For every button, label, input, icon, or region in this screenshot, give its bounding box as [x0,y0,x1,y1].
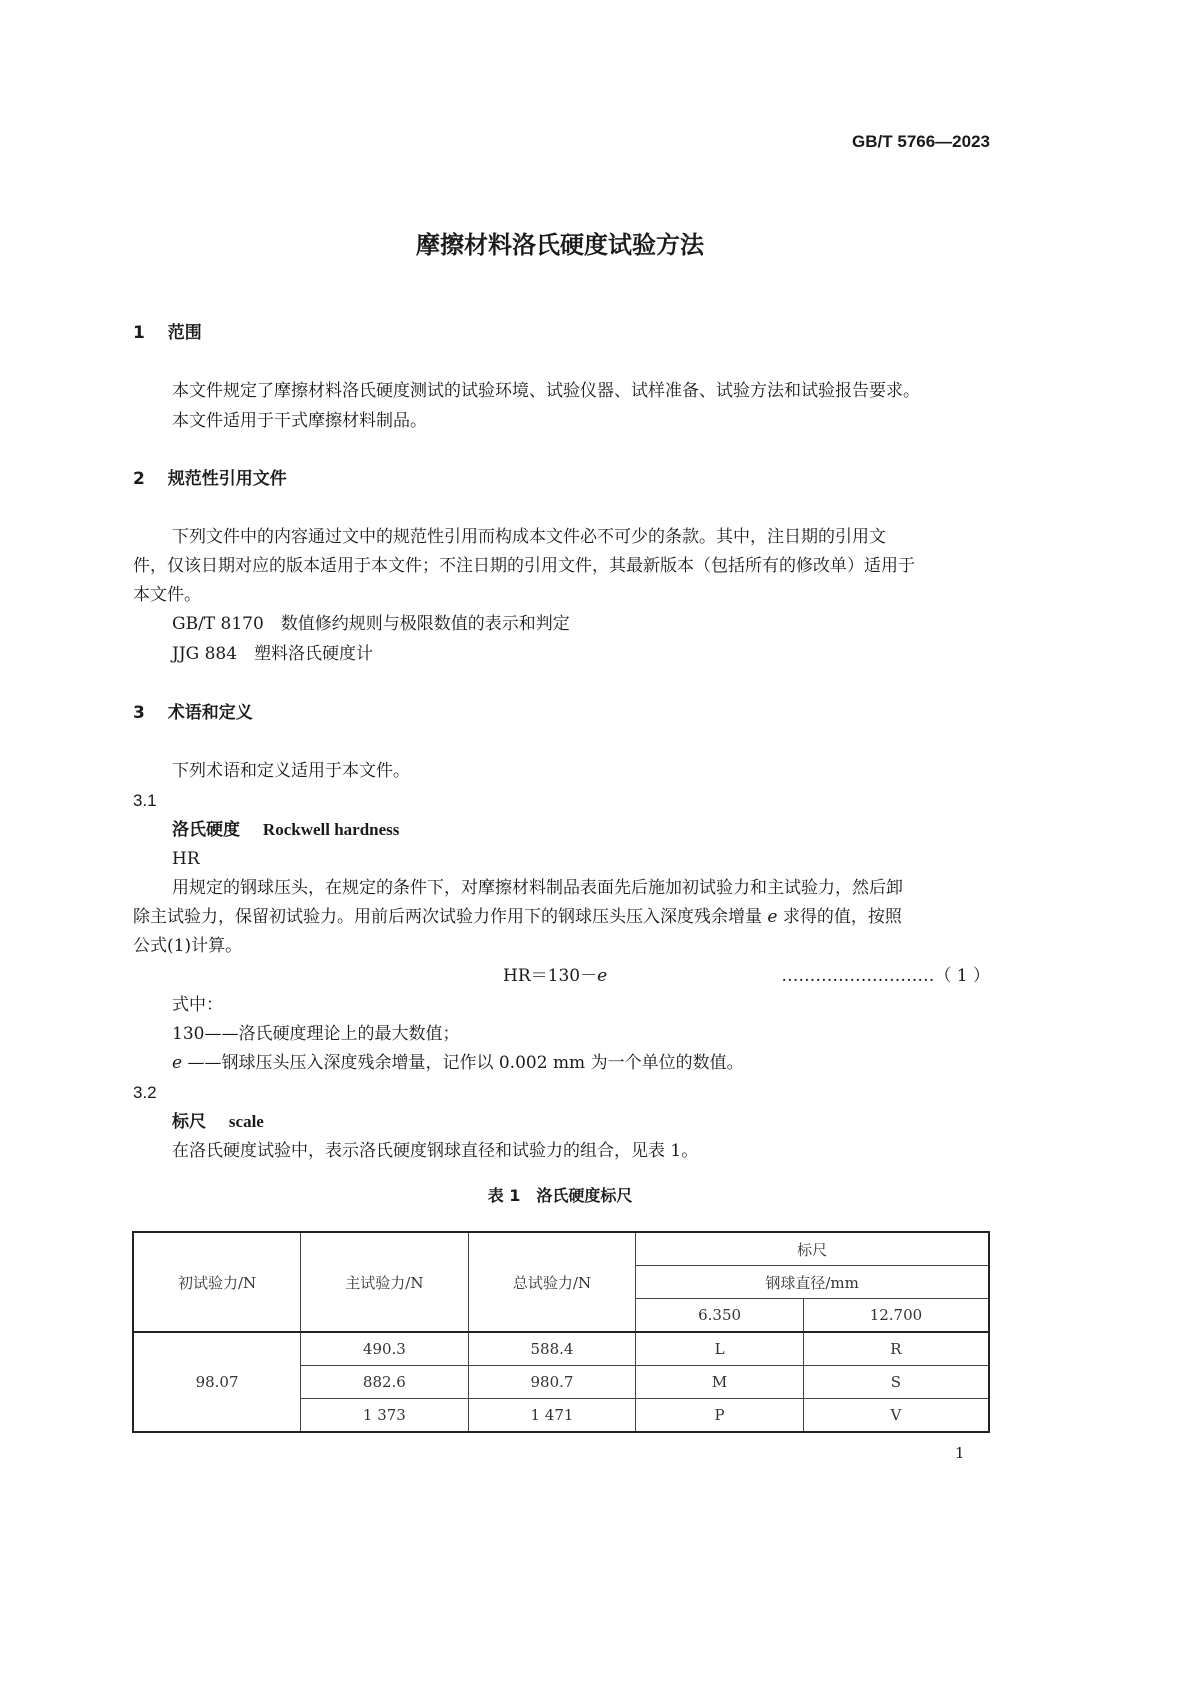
cell: V [803,1399,989,1433]
cell: S [803,1366,989,1399]
cell: L [636,1332,804,1366]
paragraph: 下列术语和定义适用于本文件。 [172,761,410,781]
page-title: 摩擦材料洛氏硬度试验方法 [416,231,704,259]
definition: 除主试验力，保留初试验力。用前后两次试验力作用下的钢球压头压入深度残余增量 e 求得的值，按照 [133,907,902,927]
formula-number: ………………………（ 1 ） [781,966,990,986]
term-heading: 标尺 scale [172,1112,264,1132]
page-number: 1 [955,1444,965,1462]
term-abbreviation: HR [172,849,200,869]
reference-item: JJG 884 塑料洛氏硬度计 [172,644,374,664]
definition: 在洛氏硬度试验中，表示洛氏硬度钢球直径和试验力的组合，见表 1。 [172,1141,699,1161]
where-item: e ——钢球压头压入深度残余增量，记作以 0.002 mm 为一个单位的数值。 [172,1053,744,1073]
cell: 1 373 [301,1399,469,1433]
where-item: 130——洛氏硬度理论上的最大数值； [172,1024,460,1044]
header-initial-force: 初试验力/N [133,1232,301,1332]
section-1-heading: 1 范围 [133,323,202,343]
initial-force-value: 98.07 [133,1332,301,1432]
cell: 490.3 [301,1332,469,1366]
header-scale: 标尺 [636,1232,989,1266]
section-3-heading: 3 术语和定义 [133,703,253,723]
table-caption: 表 1 洛氏硬度标尺 [487,1186,633,1205]
reference-item: GB/T 8170 数值修约规则与极限数值的表示和判定 [172,614,570,634]
paragraph: 件，仅该日期对应的版本适用于本文件；不注日期的引用文件，其最新版本（包括所有的修改单）适用于 [133,556,915,576]
cell: 1 471 [468,1399,636,1433]
header-diameter-2: 12.700 [803,1299,989,1333]
formula: HR＝130－e [503,966,608,986]
cell: 588.4 [468,1332,636,1366]
header-total-force: 总试验力/N [468,1232,636,1332]
table-row [133,1332,989,1366]
document-number: GB/T 5766—2023 [852,132,990,151]
header-main-force: 主试验力/N [301,1232,469,1332]
cell: 882.6 [301,1366,469,1399]
header-ball-diameter: 钢球直径/mm [636,1266,989,1299]
where-label: 式中： [172,995,223,1015]
cell: M [636,1366,804,1399]
cell: R [803,1332,989,1366]
cell: P [636,1399,804,1433]
definition: 公式(1)计算。 [133,936,243,956]
paragraph: 下列文件中的内容通过文中的规范性引用而构成本文件必不可少的条款。其中，注日期的引用文 [172,527,886,547]
term-heading: 洛氏硬度 Rockwell hardness [172,820,400,840]
cell: 980.7 [468,1366,636,1399]
definition: 用规定的钢球压头，在规定的条件下，对摩擦材料制品表面先后施加初试验力和主试验力，然后卸 [172,878,903,898]
hardness-scale-table [132,1231,990,1433]
section-2-heading: 2 规范性引用文件 [133,469,287,489]
paragraph: 本文件规定了摩擦材料洛氏硬度测试的试验环境、试验仪器、试样准备、试验方法和试验报告要求。 [172,381,920,401]
paragraph: 本文件适用于干式摩擦材料制品。 [172,411,427,431]
term-number: 3.2 [133,1083,157,1102]
paragraph: 本文件。 [133,585,201,605]
term-number: 3.1 [133,791,157,810]
header-diameter-1: 6.350 [636,1299,804,1333]
